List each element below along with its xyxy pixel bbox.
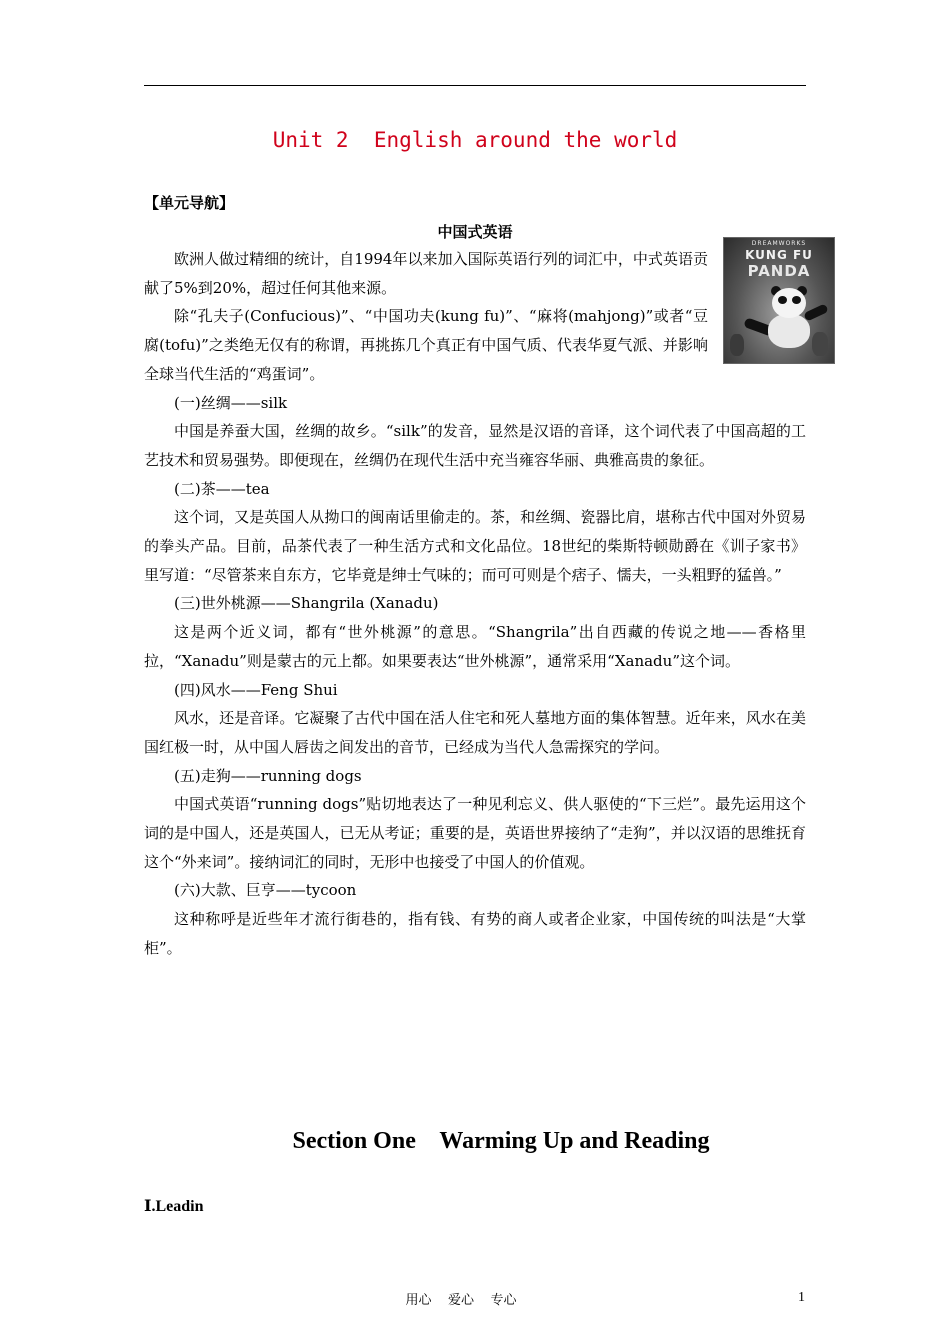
paragraph: 中国式英语“running dogs”贴切地表达了一种见利忘义、供人驱使的“下三烂”。最先运用这个词的是中国人，还是英国人，已无从考证；重要的是，英语世界接纳了“走狗”，并以汉语的思维抚育这个“外来词”。接纳词汇的同时，无形中也接受了中国人的价值观。 (144, 795, 806, 871)
poster-panda-arm (803, 303, 829, 321)
subheading-tycoon: (六)大款、巨亨——tycoon (174, 881, 357, 900)
section-title: Section One Warming Up and Reading (292, 1128, 710, 1154)
article-title: 中国式英语 (437, 223, 513, 241)
header-rule (144, 85, 806, 86)
article-body (144, 245, 806, 963)
paragraph: 风水，还是音译。它凝聚了古代中国在活人住宅和死人墓地方面的集体智慧。近年来，风水在美国红极一时，从中国人唇齿之间发出的音节，已经成为当代人急需探究的学问。 (144, 709, 806, 756)
page-number: 1 (798, 1290, 805, 1305)
paragraph: 中国是养蚕大国，丝绸的故乡。“silk”的发音，显然是汉语的音译，这个词代表了中国高超的工艺技术和贸易强势。即便现在，丝绸仍在现代生活中充当雍容华丽、典雅高贵的象征。 (144, 422, 806, 469)
poster-title-line2: PANDA (747, 262, 811, 280)
poster-brand: DREAMWORKS (751, 240, 807, 247)
subheading-tea: (二)茶——tea (174, 479, 270, 498)
subheading-silk: (一)丝绸——silk (174, 393, 288, 412)
paragraph: 这是两个近义词，都有“世外桃源”的意思。“Shangrila”出自西藏的传说之地——香格里拉，“Xanadu”则是蒙古的元上都。如果要表达“世外桃源”，通常采用“Xanadu”这个词。 (144, 623, 806, 670)
paragraph: 欧洲人做过精细的统计，自1994年以来加入国际英语行列的词汇中，中式英语贡献了5%到20%，超过任何其他来源。 (144, 250, 708, 297)
footer-motto: 用心 爱心 专心 (405, 1293, 517, 1308)
poster-title-line1: KUNG FU (745, 248, 813, 262)
paragraph: 除“孔夫子(Confucious)”、“中国功夫(kung fu)”、“麻将(mahjong)”或者“豆腐(tofu)”之类绝无仅有的称谓，再挑拣几个真正有中国气质、代表华夏气派、并影响全球当代生活的“鸡蛋词”。 (144, 307, 708, 383)
leadin-heading: Ⅰ.Leadin (144, 1198, 204, 1215)
unit-navigation-label: 【单元导航】 (144, 194, 235, 212)
poster-side-figure-right (812, 332, 828, 356)
paragraph: 这种称呼是近些年才流行街巷的，指有钱、有势的商人或者企业家，中国传统的叫法是“大掌柜”。 (144, 910, 806, 957)
paragraph: 这个词，又是英国人从拗口的闽南话里偷走的。茶，和丝绸、瓷器比肩，堪称古代中国对外贸易的拳头产品。目前，品茶代表了一种生活方式和文化品位。18世纪的柴斯特顿勋爵在《训子家书》里写道：“尽管茶来自东方，它毕竟是绅士气味的；而可可则是个痞子、懦夫，一头粗野的猛兽。” (144, 508, 806, 584)
subheading-running-dogs: (五)走狗——running dogs (174, 766, 362, 785)
subheading-shangrila: (三)世外桃源——Shangrila (Xanadu) (174, 594, 439, 613)
subheading-feng-shui: (四)风水——Feng Shui (174, 680, 338, 699)
unit-title: Unit 2 English around the world (272, 128, 678, 152)
